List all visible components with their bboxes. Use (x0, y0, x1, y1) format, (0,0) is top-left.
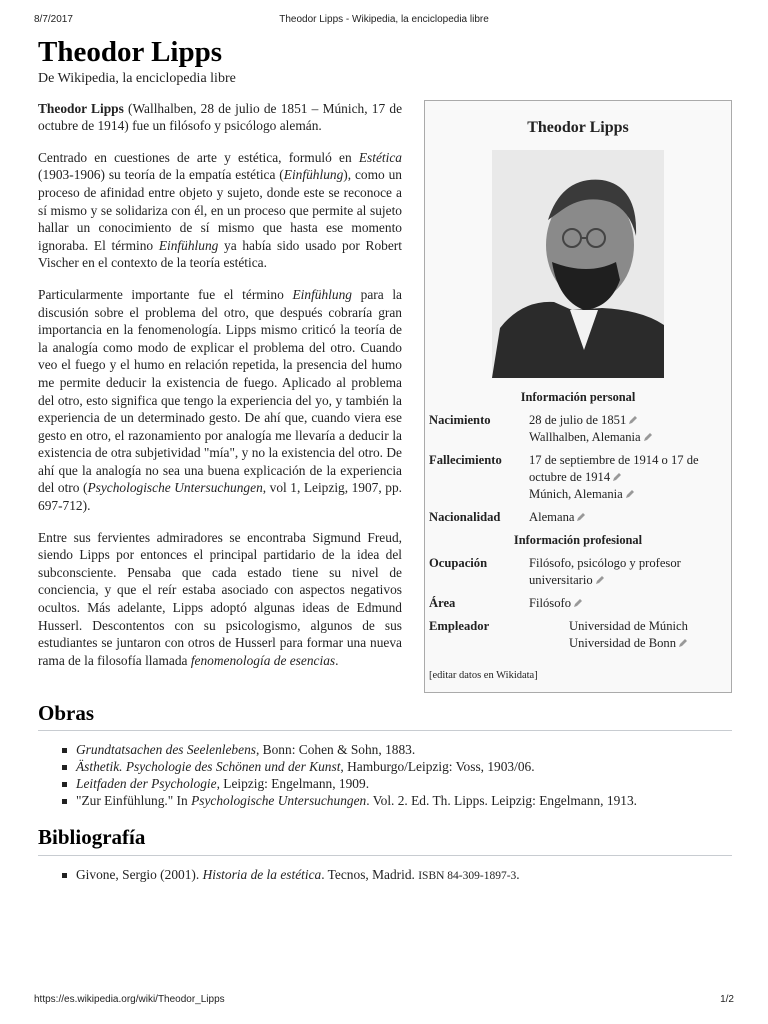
nationality-link[interactable]: Alemana (529, 509, 575, 524)
pencil-edit-icon[interactable] (643, 432, 653, 442)
work-title: Grundtatsachen des Seelenlebens (76, 742, 256, 758)
subject-name: Theodor Lipps (38, 100, 124, 116)
list-item (76, 758, 732, 775)
text: ya había sido usado por Robert Vischer en el contexto de la teoría estética. (38, 237, 402, 271)
infobox-section-professional: Información profesional (513, 532, 643, 547)
list-item (76, 741, 732, 758)
infobox (424, 100, 732, 693)
works-list (38, 741, 732, 809)
text: "Zur Einfühlung." In (76, 793, 192, 809)
nationality-label: Nacionalidad (429, 509, 501, 524)
death-value (529, 452, 727, 503)
print-date: 8/7/2017 (34, 14, 73, 25)
section-heading-bibliografia: Bibliografía (38, 829, 732, 856)
occupation-link[interactable]: Filósofo, psicólogo y profesor universitario (529, 555, 681, 587)
infobox-row-occupation (429, 552, 727, 592)
infobox-row-death (429, 449, 727, 506)
employer-label: Empleador (429, 618, 490, 633)
print-title: Theodor Lipps - Wikipedia, la enciclopedia libre (279, 14, 489, 25)
term-einfuhlung: Einfühlung (158, 237, 219, 253)
list-item (76, 775, 732, 792)
list-item (76, 792, 732, 809)
nationality-value (529, 509, 727, 526)
text: Centrado en cuestiones de arte y estética, formuló en (38, 149, 359, 165)
text: para la discusión sobre el problema del otro, que después cobraría gran importancia en la fenomenología. Lipps mismo criticó la teoría de la analogía como modo de explicar el problema del otro. Cuando veo el fuego y el humo en relación repetida, la presencia del humo me permite deducir la existencia de fuego. Aplicado al problema del otro, esto significa que tengo la experiencia del yo, y también la experiencia de un determinado gesto. De ahí que, cuando viera ese gesto en otro, el razonamiento por analogía me llevaría a deducir la existencia de otra subjetividad "mía", y no la existencia del otro. De ahí que la analogía no sea una buena explicación de la experiencia del otro ( (38, 286, 402, 496)
term-einfuhlung: Einfühlung (283, 167, 344, 183)
text: Givone, Sergio (2001). (76, 866, 203, 882)
text: . Tecnos, Madrid. (321, 866, 419, 882)
print-page-number: 1/2 (720, 994, 734, 1005)
area-label: Área (429, 595, 456, 610)
text: , Leipzig: Engelmann, 1909. (216, 776, 370, 792)
occupation-label: Ocupación (429, 555, 488, 570)
article-content (38, 34, 732, 899)
wikidata-edit-link[interactable]: [editar datos en Wikidata] (429, 669, 538, 681)
text: . (516, 866, 520, 882)
birth-label: Nacimiento (429, 412, 491, 427)
work-title: Psychologische Untersuchungen (87, 480, 263, 496)
work-title: Historia de la estética (202, 866, 322, 882)
death-label: Fallecimiento (429, 452, 502, 467)
pencil-edit-icon[interactable] (625, 489, 635, 499)
list-item (76, 866, 732, 885)
text: , Bonn: Cohen & Sohn, 1883. (255, 742, 416, 758)
birth-value (529, 412, 727, 446)
isbn-link[interactable]: ISBN 84-309-1897-3 (418, 869, 517, 882)
text: Entre sus fervientes admiradores se encontraba Sigmund Freud, siendo Lipps por entonces el principal partidario de la idea del subconsciente. Pensaba que cada estado tiene su nivel de conciencia, y que el reír estaba asociado con aspectos negativos ocultos. Más adelante, Lipps adoptó algunas ideas de Edmund Husserl. Descontentos con su psicologismo, algunos de sus estudiantes se juntaron con otros de Husserl para formar una nueva rama de la filosofía llamada (38, 529, 402, 668)
pencil-edit-icon[interactable] (628, 415, 638, 425)
page-tagline: De Wikipedia, la enciclopedia libre (38, 71, 236, 86)
infobox-row-birth (429, 409, 727, 449)
infobox-section-personal: Información personal (520, 389, 636, 404)
infobox-title: Theodor Lipps (527, 118, 629, 136)
portrait-photo[interactable] (492, 150, 664, 378)
area-value (529, 595, 727, 612)
pencil-edit-icon[interactable] (573, 598, 583, 608)
infobox-row-nationality (429, 506, 727, 529)
link-estetica[interactable]: Estética (358, 149, 402, 165)
text: , Hamburgo/Leipzig: Voss, 1903/06. (340, 759, 535, 775)
section-heading-obras: Obras (38, 705, 732, 732)
pencil-edit-icon[interactable] (612, 472, 622, 482)
work-title: Ästhetik. Psychologie des Schönen und der Kunst (76, 759, 341, 775)
text: ), como un proceso de afinidad entre objeto y sujeto, donde este se reconoce a sí mismo y se solidariza con él, en un proceso que permite al sujeto hallar un conocimiento de sí mismo que hasta ese momento ignoraba. El término (38, 167, 402, 253)
infobox-row-area (429, 592, 727, 615)
pencil-edit-icon[interactable] (595, 575, 605, 585)
employer-link-2[interactable]: Universidad de Bonn (569, 635, 677, 650)
employer-value (529, 618, 727, 652)
birth-place[interactable]: Wallhalben, Alemania (529, 429, 641, 444)
intro-text: (Wallhalben, 28 de julio de 1851 – Múnich, 17 de octubre de 1914) fue un filósofo y psicólogo alemán. (38, 100, 403, 134)
death-place[interactable]: Múnich, Alemania (529, 486, 623, 501)
term-fenomenologia: fenomenología de esencias (190, 652, 336, 668)
page-title: Theodor Lipps (38, 36, 223, 68)
text: , vol 1, Leipzig, 1907, pp. 697-712). (38, 480, 402, 514)
text: . (335, 652, 339, 668)
employer-link-1[interactable]: Universidad de Múnich (569, 618, 688, 633)
area-link[interactable]: Filósofo (529, 595, 571, 610)
term-einfuhlung: Einfühlung (292, 286, 352, 302)
birth-date[interactable]: 28 de julio de 1851 (529, 412, 627, 427)
print-url: https://es.wikipedia.org/wiki/Theodor_Lipps (34, 994, 225, 1005)
work-title: Leitfaden der Psychologie (76, 776, 217, 792)
pencil-edit-icon[interactable] (576, 512, 586, 522)
death-date[interactable]: 17 de septiembre de 1914 o 17 de octubre de 1914 (529, 452, 699, 484)
pencil-edit-icon[interactable] (678, 638, 688, 648)
infobox-row-employer (429, 615, 727, 655)
text: Particularmente importante fue el término (38, 286, 293, 302)
text: . Vol. 2. Ed. Th. Lipps. Leipzig: Engelmann, 1913. (366, 793, 638, 809)
work-title: Psychologische Untersuchungen (191, 793, 367, 809)
occupation-value (529, 555, 727, 589)
bibliography-list (38, 866, 732, 885)
text: (1903-1906) su teoría de la empatía estética ( (38, 167, 284, 183)
